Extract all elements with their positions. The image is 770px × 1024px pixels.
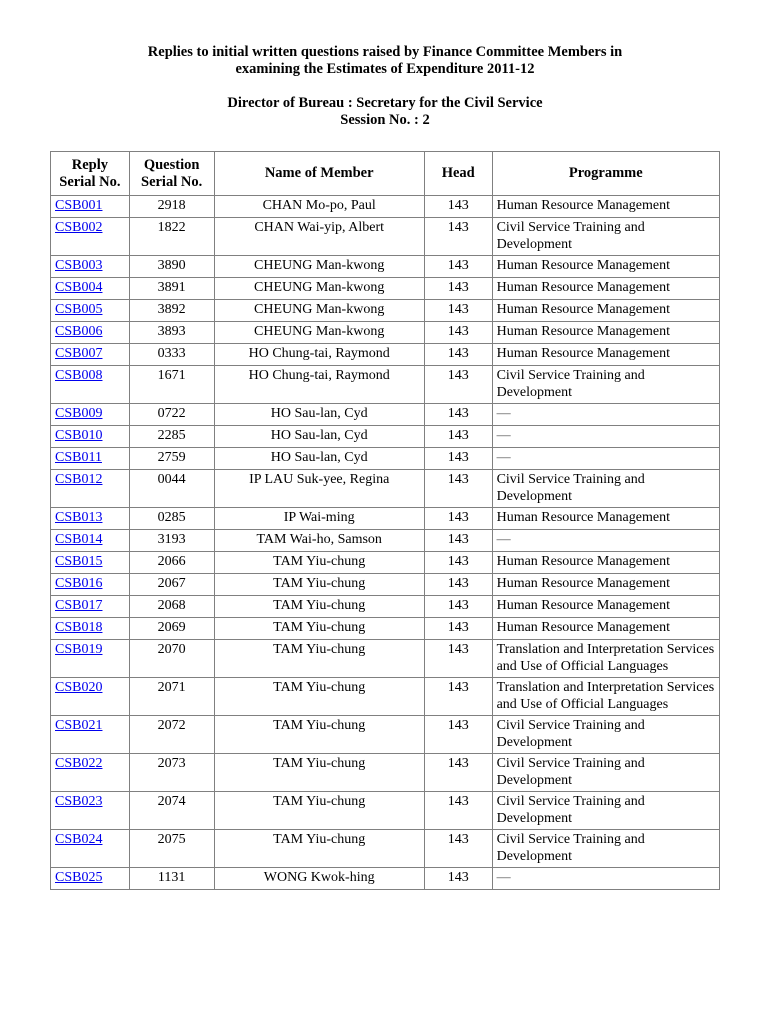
reply-serial-link[interactable]: CSB014: [55, 532, 103, 547]
question-serial-cell: 2070: [129, 640, 214, 678]
programme-cell: Civil Service Training and Development: [492, 754, 719, 792]
member-name-cell: CHEUNG Man-kwong: [214, 322, 424, 344]
question-serial-cell: 3893: [129, 322, 214, 344]
table-row: [51, 618, 720, 640]
title-line-2: examining the Estimates of Expenditure 2011-12: [235, 61, 535, 77]
head-cell: 143: [424, 300, 492, 322]
member-name-cell: CHEUNG Man-kwong: [214, 278, 424, 300]
member-name-cell: TAM Yiu-chung: [214, 618, 424, 640]
member-name-cell: TAM Yiu-chung: [214, 640, 424, 678]
header-programme: Programme: [492, 152, 719, 196]
reply-serial-link[interactable]: CSB007: [55, 346, 103, 361]
question-serial-cell: 2918: [129, 196, 214, 218]
head-cell: 143: [424, 508, 492, 530]
member-name-cell: TAM Yiu-chung: [214, 552, 424, 574]
head-cell: 143: [424, 830, 492, 868]
head-cell: 143: [424, 256, 492, 278]
programme-cell: Human Resource Management: [492, 196, 719, 218]
reply-serial-cell: [51, 196, 130, 218]
question-serial-cell: 2759: [129, 448, 214, 470]
head-cell: 143: [424, 426, 492, 448]
reply-serial-cell: [51, 678, 130, 716]
member-name-cell: TAM Yiu-chung: [214, 716, 424, 754]
reply-serial-cell: [51, 218, 130, 256]
table-body: [51, 196, 720, 890]
header-question-line2: Serial No.: [141, 173, 203, 190]
question-serial-cell: 0285: [129, 508, 214, 530]
table-row: [51, 508, 720, 530]
member-name-cell: HO Chung-tai, Raymond: [214, 366, 424, 404]
director-line: Director of Bureau : Secretary for the Civil Service: [227, 95, 543, 111]
reply-serial-link[interactable]: CSB009: [55, 406, 103, 421]
session-line: Session No. : 2: [340, 112, 430, 128]
reply-serial-cell: [51, 530, 130, 552]
question-serial-cell: 2066: [129, 552, 214, 574]
question-serial-cell: 1822: [129, 218, 214, 256]
reply-serial-link[interactable]: CSB020: [55, 680, 103, 695]
reply-serial-cell: [51, 552, 130, 574]
reply-serial-link[interactable]: CSB001: [55, 198, 103, 213]
table-row: [51, 754, 720, 792]
table-row: [51, 256, 720, 278]
programme-cell: Human Resource Management: [492, 596, 719, 618]
reply-serial-link[interactable]: CSB023: [55, 794, 103, 809]
head-cell: 143: [424, 278, 492, 300]
reply-serial-cell: [51, 574, 130, 596]
programme-cell: Civil Service Training and Development: [492, 218, 719, 256]
member-name-cell: TAM Yiu-chung: [214, 678, 424, 716]
reply-serial-cell: [51, 716, 130, 754]
question-serial-cell: 3890: [129, 256, 214, 278]
table-row: [51, 300, 720, 322]
head-cell: 143: [424, 640, 492, 678]
table-row: [51, 596, 720, 618]
head-cell: 143: [424, 322, 492, 344]
programme-cell: Human Resource Management: [492, 508, 719, 530]
reply-serial-link[interactable]: CSB024: [55, 832, 103, 847]
table-row: [51, 218, 720, 256]
programme-cell: —: [492, 426, 719, 448]
question-serial-cell: 2071: [129, 678, 214, 716]
reply-serial-cell: [51, 366, 130, 404]
reply-serial-cell: [51, 754, 130, 792]
programme-cell: Human Resource Management: [492, 322, 719, 344]
member-name-cell: WONG Kwok-hing: [214, 868, 424, 890]
member-name-cell: TAM Wai-ho, Samson: [214, 530, 424, 552]
head-cell: 143: [424, 792, 492, 830]
member-name-cell: CHEUNG Man-kwong: [214, 300, 424, 322]
programme-cell: Civil Service Training and Development: [492, 792, 719, 830]
question-serial-cell: 0044: [129, 470, 214, 508]
reply-serial-cell: [51, 618, 130, 640]
reply-serial-link[interactable]: CSB019: [55, 642, 103, 657]
head-cell: 143: [424, 366, 492, 404]
member-name-cell: TAM Yiu-chung: [214, 754, 424, 792]
reply-serial-cell: [51, 470, 130, 508]
question-serial-cell: 1131: [129, 868, 214, 890]
head-cell: 143: [424, 678, 492, 716]
head-cell: 143: [424, 868, 492, 890]
member-name-cell: TAM Yiu-chung: [214, 830, 424, 868]
reply-serial-link[interactable]: CSB016: [55, 576, 103, 591]
head-cell: 143: [424, 344, 492, 366]
header-reply-line2: Serial No.: [59, 173, 121, 190]
reply-serial-cell: [51, 868, 130, 890]
table-row: [51, 278, 720, 300]
document-title: [0, 44, 770, 78]
programme-cell: —: [492, 868, 719, 890]
table-row: [51, 366, 720, 404]
table-row: [51, 678, 720, 716]
reply-serial-cell: [51, 508, 130, 530]
reply-serial-cell: [51, 278, 130, 300]
table-row: [51, 448, 720, 470]
question-serial-cell: 2072: [129, 716, 214, 754]
table-header-row: [51, 152, 720, 196]
table-row: [51, 426, 720, 448]
programme-cell: Human Resource Management: [492, 552, 719, 574]
question-serial-cell: 2075: [129, 830, 214, 868]
question-serial-cell: 0333: [129, 344, 214, 366]
head-cell: 143: [424, 530, 492, 552]
reply-serial-cell: [51, 640, 130, 678]
member-name-cell: CHAN Wai-yip, Albert: [214, 218, 424, 256]
reply-serial-link[interactable]: CSB012: [55, 472, 103, 487]
programme-cell: Civil Service Training and Development: [492, 830, 719, 868]
question-serial-cell: 2073: [129, 754, 214, 792]
reply-serial-link[interactable]: CSB005: [55, 302, 103, 317]
reply-serial-cell: [51, 792, 130, 830]
table-row: [51, 792, 720, 830]
reply-serial-link[interactable]: CSB006: [55, 324, 103, 339]
reply-serial-link[interactable]: CSB015: [55, 554, 103, 569]
reply-serial-link[interactable]: CSB022: [55, 756, 103, 771]
header-reply-serial: [51, 152, 130, 196]
table-row: [51, 470, 720, 508]
reply-serial-link[interactable]: CSB004: [55, 280, 103, 295]
reply-serial-link[interactable]: CSB021: [55, 718, 103, 733]
programme-cell: Human Resource Management: [492, 618, 719, 640]
head-cell: 143: [424, 618, 492, 640]
question-serial-cell: 2068: [129, 596, 214, 618]
member-name-cell: TAM Yiu-chung: [214, 792, 424, 830]
head-cell: 143: [424, 448, 492, 470]
head-cell: 143: [424, 754, 492, 792]
reply-serial-cell: [51, 596, 130, 618]
table-row: [51, 830, 720, 868]
question-serial-cell: 3892: [129, 300, 214, 322]
table-row: [51, 640, 720, 678]
title-line-1: Replies to initial written questions raised by Finance Committee Members in: [147, 44, 623, 60]
programme-cell: Human Resource Management: [492, 256, 719, 278]
header-question-line1: Question: [143, 156, 200, 173]
member-name-cell: HO Chung-tai, Raymond: [214, 344, 424, 366]
replies-table: [50, 151, 720, 890]
table-row: [51, 344, 720, 366]
member-name-cell: HO Sau-lan, Cyd: [214, 426, 424, 448]
reply-serial-link[interactable]: CSB013: [55, 510, 103, 525]
programme-cell: Civil Service Training and Development: [492, 470, 719, 508]
table-row: [51, 322, 720, 344]
question-serial-cell: 0722: [129, 404, 214, 426]
question-serial-cell: 2285: [129, 426, 214, 448]
member-name-cell: HO Sau-lan, Cyd: [214, 404, 424, 426]
head-cell: 143: [424, 218, 492, 256]
table-row: [51, 552, 720, 574]
reply-serial-cell: [51, 404, 130, 426]
header-reply-line1: Reply: [71, 156, 108, 173]
head-cell: 143: [424, 196, 492, 218]
reply-serial-link[interactable]: CSB002: [55, 220, 103, 235]
reply-serial-cell: [51, 322, 130, 344]
programme-cell: Civil Service Training and Development: [492, 366, 719, 404]
programme-cell: Translation and Interpretation Services and Use of Official Languages: [492, 640, 719, 678]
question-serial-cell: 1671: [129, 366, 214, 404]
programme-cell: Human Resource Management: [492, 278, 719, 300]
question-serial-cell: 3891: [129, 278, 214, 300]
reply-serial-link[interactable]: CSB008: [55, 368, 103, 383]
table-row: [51, 574, 720, 596]
head-cell: 143: [424, 716, 492, 754]
programme-cell: Translation and Interpretation Services and Use of Official Languages: [492, 678, 719, 716]
member-name-cell: CHEUNG Man-kwong: [214, 256, 424, 278]
table-row: [51, 868, 720, 890]
reply-serial-link[interactable]: CSB011: [55, 450, 102, 465]
reply-serial-cell: [51, 300, 130, 322]
header-member: Name of Member: [214, 152, 424, 196]
reply-serial-cell: [51, 426, 130, 448]
question-serial-cell: 2074: [129, 792, 214, 830]
header-question-serial: [129, 152, 214, 196]
question-serial-cell: 2067: [129, 574, 214, 596]
reply-serial-link[interactable]: CSB003: [55, 258, 103, 273]
reply-serial-link[interactable]: CSB025: [55, 870, 103, 885]
session-info: [0, 95, 770, 129]
reply-serial-cell: [51, 448, 130, 470]
programme-cell: Human Resource Management: [492, 344, 719, 366]
table-row: [51, 530, 720, 552]
table-row: [51, 196, 720, 218]
programme-cell: —: [492, 530, 719, 552]
programme-cell: —: [492, 448, 719, 470]
member-name-cell: CHAN Mo-po, Paul: [214, 196, 424, 218]
head-cell: 143: [424, 552, 492, 574]
head-cell: 143: [424, 470, 492, 508]
member-name-cell: IP LAU Suk-yee, Regina: [214, 470, 424, 508]
question-serial-cell: 3193: [129, 530, 214, 552]
reply-serial-link[interactable]: CSB010: [55, 428, 103, 443]
member-name-cell: IP Wai-ming: [214, 508, 424, 530]
reply-serial-cell: [51, 344, 130, 366]
reply-serial-cell: [51, 256, 130, 278]
programme-cell: —: [492, 404, 719, 426]
programme-cell: Civil Service Training and Development: [492, 716, 719, 754]
head-cell: 143: [424, 596, 492, 618]
head-cell: 143: [424, 404, 492, 426]
table-row: [51, 404, 720, 426]
question-serial-cell: 2069: [129, 618, 214, 640]
reply-serial-link[interactable]: CSB018: [55, 620, 103, 635]
programme-cell: Human Resource Management: [492, 300, 719, 322]
member-name-cell: TAM Yiu-chung: [214, 574, 424, 596]
member-name-cell: TAM Yiu-chung: [214, 596, 424, 618]
header-head: Head: [424, 152, 492, 196]
programme-cell: Human Resource Management: [492, 574, 719, 596]
head-cell: 143: [424, 574, 492, 596]
reply-serial-link[interactable]: CSB017: [55, 598, 103, 613]
reply-serial-cell: [51, 830, 130, 868]
member-name-cell: HO Sau-lan, Cyd: [214, 448, 424, 470]
table-row: [51, 716, 720, 754]
